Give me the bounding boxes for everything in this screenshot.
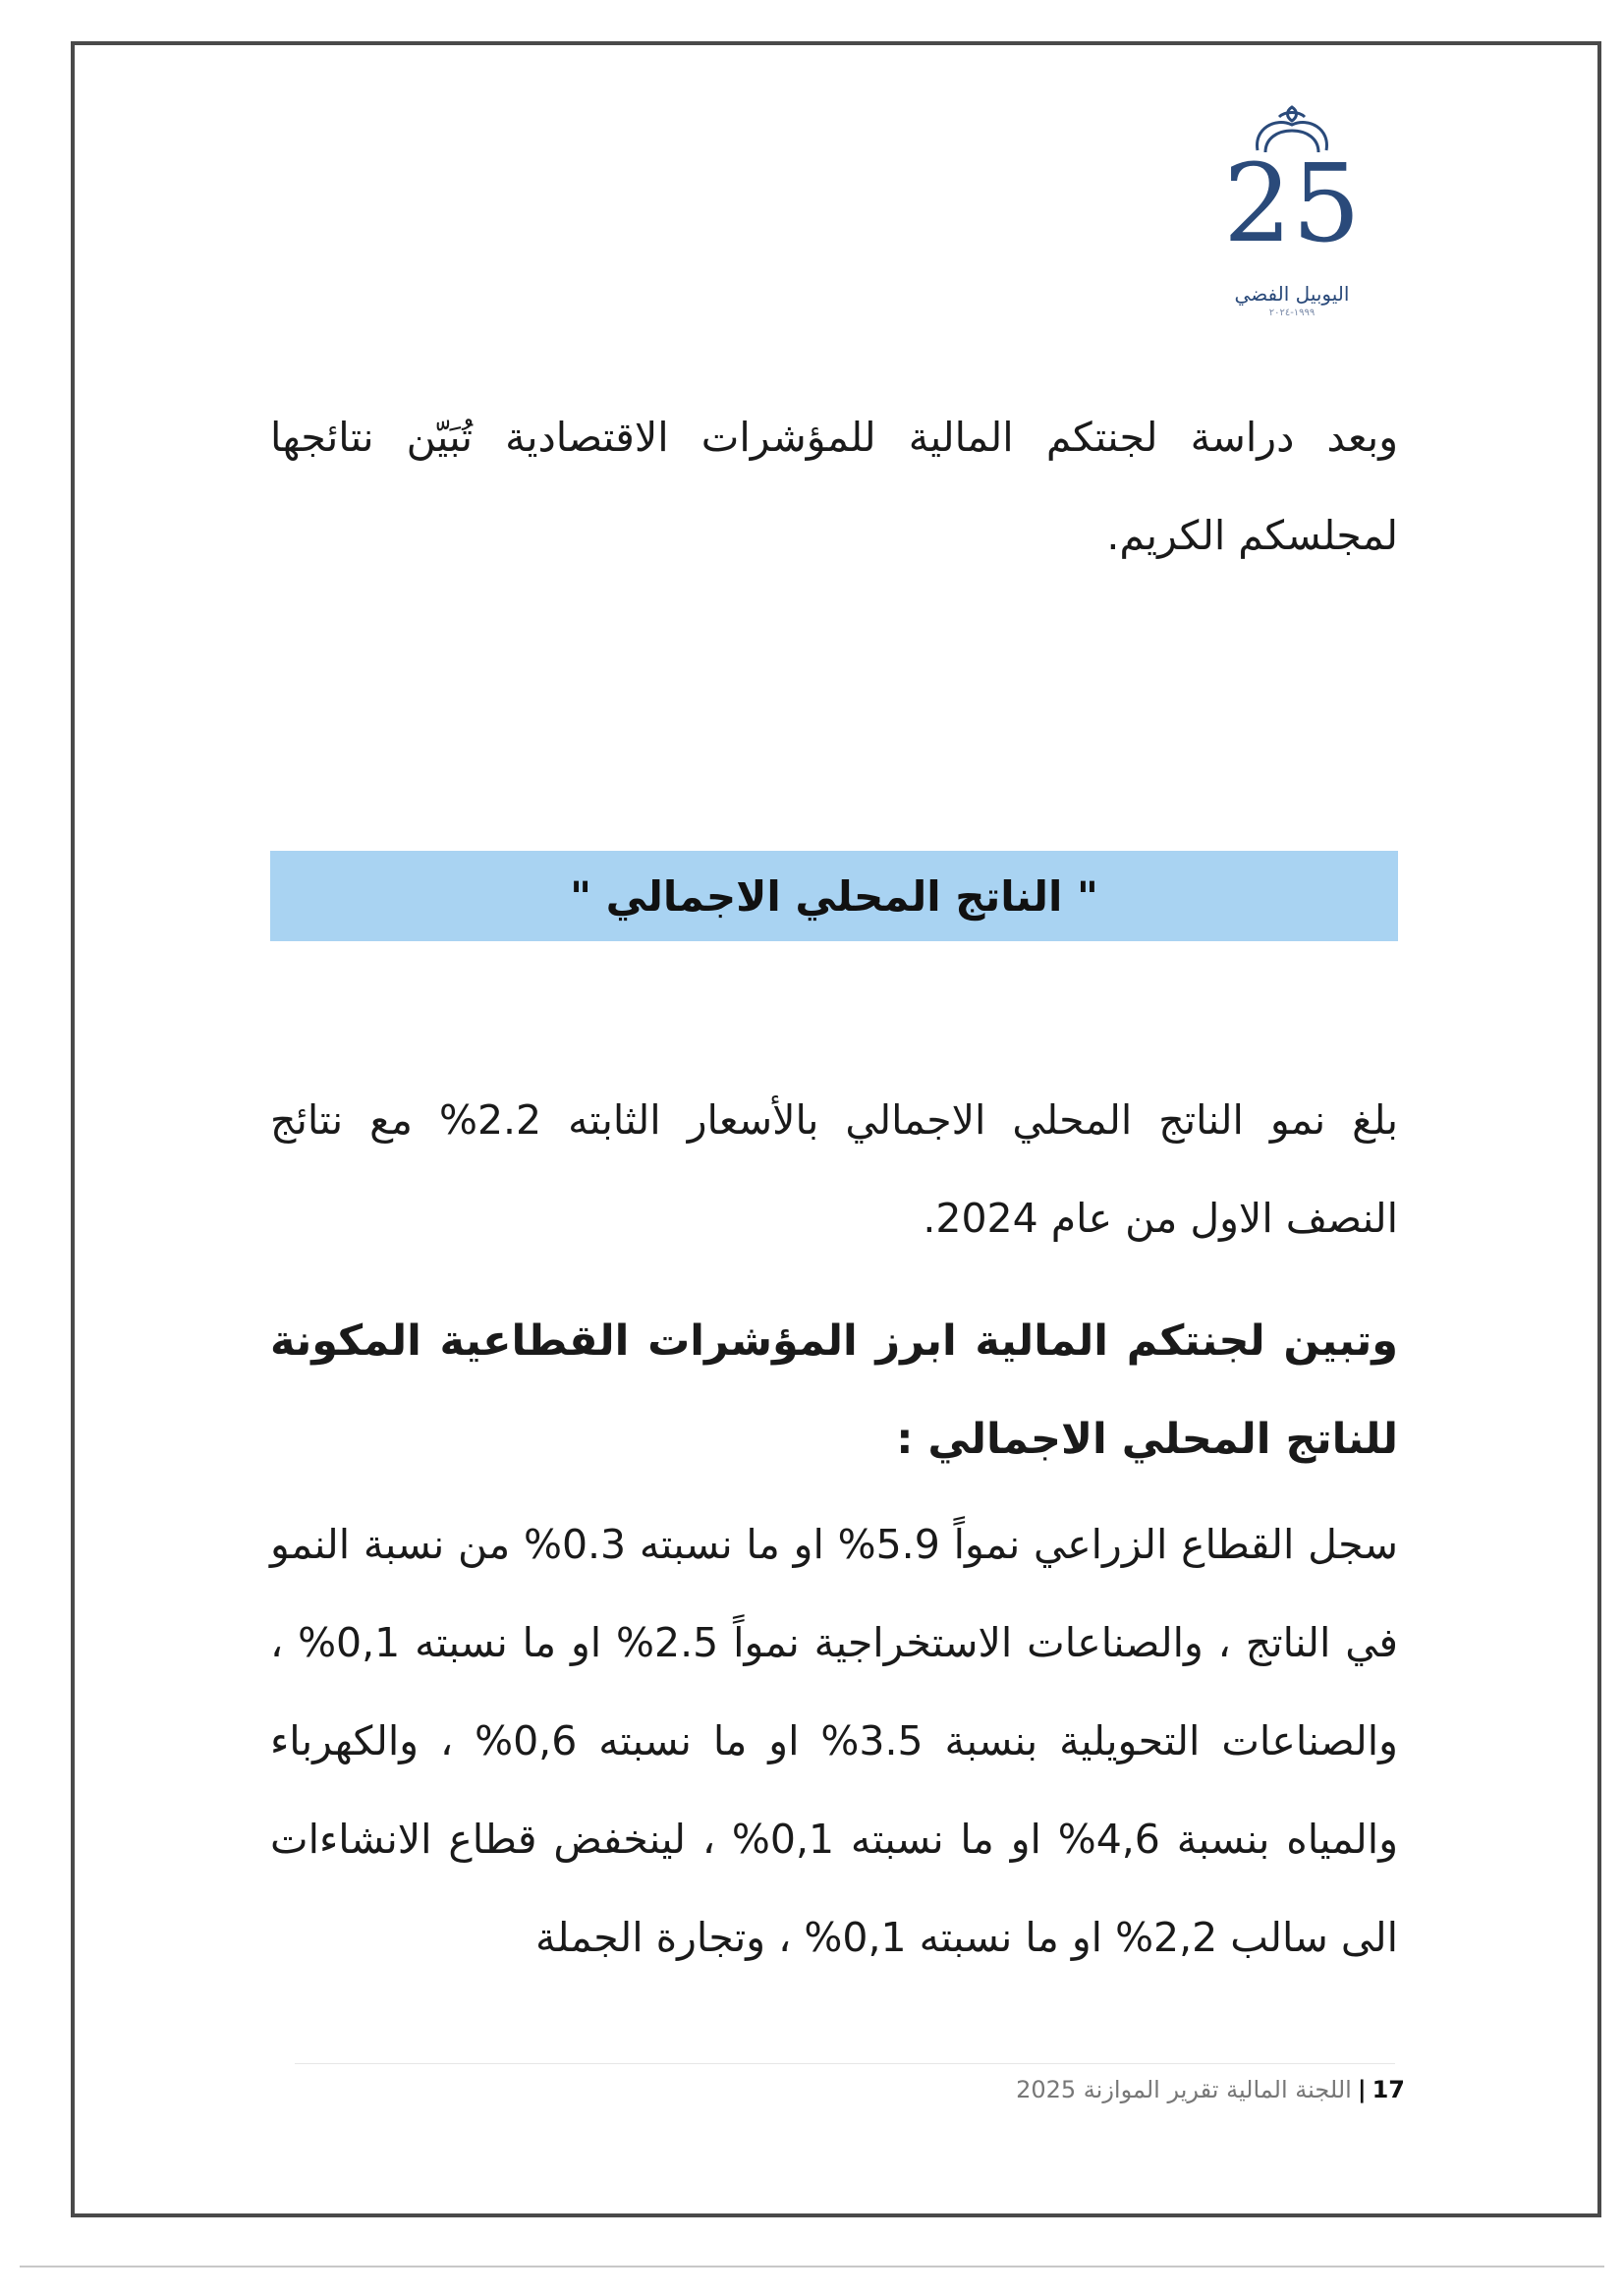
emblem-digits: 25 — [1223, 140, 1361, 266]
silver-jubilee-logo — [1218, 93, 1366, 339]
scan-bottom-rule — [20, 2266, 1604, 2268]
page-footer — [688, 2076, 1405, 2103]
intro-paragraph: وبعد دراسة لجنتكم المالية للمؤشرات الاقتصادية تُبَيّن نتائجها لمجلسكم الكريم. — [270, 414, 1398, 559]
section-title: " الناتج المحلي الاجمالي " — [570, 871, 1098, 921]
page-number: 17 — [1372, 2076, 1405, 2103]
sectors-paragraph: سجل القطاع الزراعي نمواً 5.9% او ما نسبته 0.3% من نسبة النمو في الناتج ، والصناعات الاستخراجية نمواً 2.5% او ما نسبته 0,1% ، والصناعات التحويلية بنسبة 3.5% او ما نسبته 0,6% ، والكهرباء والمياه بنسبة 4,6% او ما نسبته 0,1% ، لينخفض قطاع الانشاءات الى سالب 2,2% او ما نسبته 0,1% ، وتجارة الجملة — [270, 1521, 1398, 1961]
indicators-heading: وتبين لجنتكم المالية ابرز المؤشرات القطاعية المكونة للناتج المحلي الاجمالي : — [270, 1316, 1398, 1464]
jubilee-emblem-icon — [1218, 93, 1366, 290]
gdp-growth-paragraph: بلغ نمو الناتج المحلي الاجمالي بالأسعار الثابته 2.2% مع نتائج النصف الاول من عام 2024. — [270, 1096, 1398, 1242]
footer-report-title: اللجنة المالية تقرير الموازنة 2025 — [1016, 2076, 1352, 2103]
logo-caption: اليوبيل الفضي — [1234, 282, 1350, 306]
footer-divider — [295, 2063, 1395, 2064]
logo-years: ١٩٩٩-٢٠٢٤ — [1268, 308, 1316, 318]
footer-separator: | — [1357, 2076, 1367, 2103]
section-heading-bar — [270, 851, 1398, 941]
